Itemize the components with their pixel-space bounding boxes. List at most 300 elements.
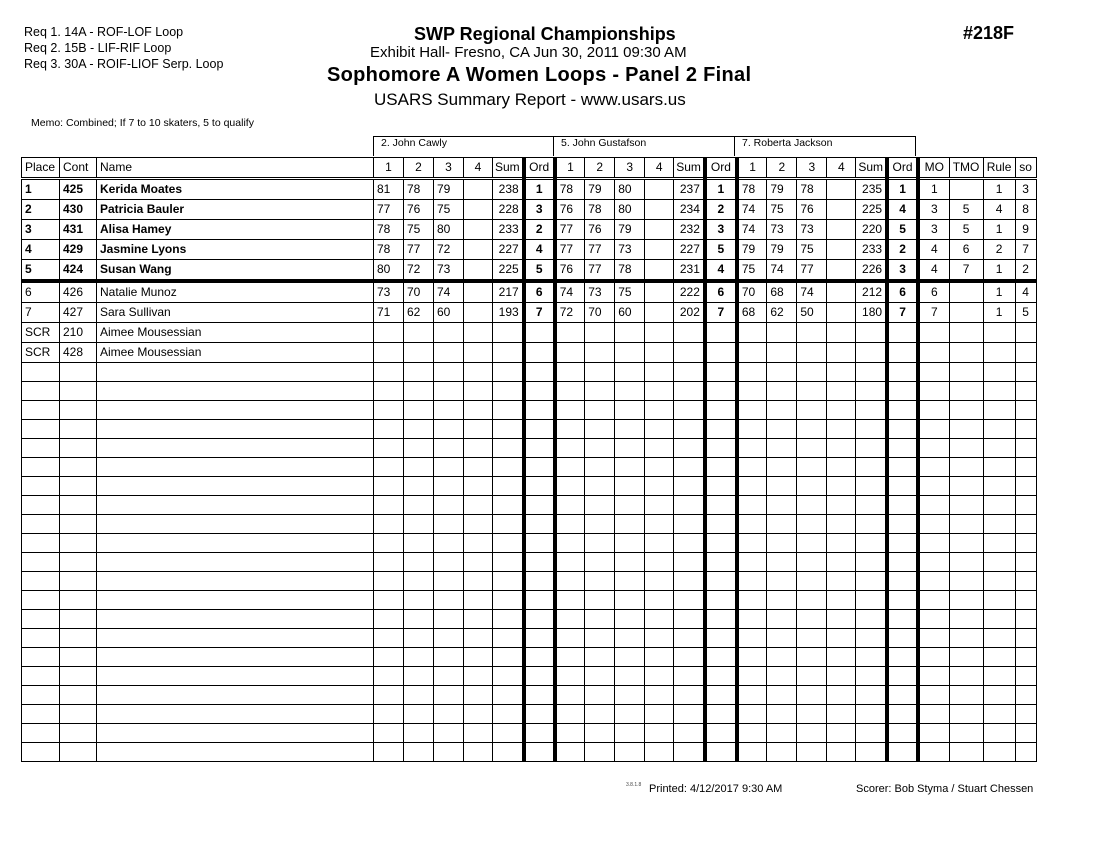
judge1-score-4-cell: [464, 220, 493, 240]
judge2-score-1-cell: 76: [555, 260, 585, 282]
empty-cell: [767, 553, 797, 572]
empty-cell: [705, 534, 737, 553]
judge3-score-2-cell: 68: [767, 281, 797, 303]
empty-cell: [585, 629, 615, 648]
empty-cell: [524, 705, 555, 724]
judge2-score-3-cell: 60: [615, 303, 645, 323]
empty-table-row: [22, 515, 1037, 534]
judge1-score-1-cell: 71: [374, 303, 404, 323]
empty-cell: [737, 496, 767, 515]
empty-cell: [22, 534, 60, 553]
empty-cell: [949, 496, 983, 515]
empty-cell: [404, 705, 434, 724]
empty-cell: [887, 743, 918, 762]
judge2-score-3-cell: 73: [615, 240, 645, 260]
so-cell: 7: [1015, 240, 1036, 260]
empty-cell: [797, 401, 827, 420]
empty-cell: [434, 743, 464, 762]
empty-cell: [493, 420, 524, 439]
empty-cell: [737, 553, 767, 572]
empty-cell: [374, 439, 404, 458]
empty-cell: [404, 572, 434, 591]
mo-cell: 1: [918, 179, 949, 200]
empty-cell: [374, 515, 404, 534]
mo-cell: [918, 323, 949, 343]
table-row: [22, 303, 1037, 323]
judge2-sum-cell: 237: [674, 179, 705, 200]
empty-cell: [767, 629, 797, 648]
empty-cell: [22, 420, 60, 439]
empty-cell: [22, 610, 60, 629]
judge2-score-1-cell: 76: [555, 200, 585, 220]
judge3-score-2-cell: 74: [767, 260, 797, 282]
empty-cell: [797, 572, 827, 591]
empty-cell: [464, 686, 493, 705]
empty-cell: [983, 724, 1015, 743]
judge3-score-3-cell: 75: [797, 240, 827, 260]
empty-cell: [585, 705, 615, 724]
empty-cell: [555, 724, 585, 743]
judge3-score-3-cell: 74: [797, 281, 827, 303]
rule-cell: 4: [983, 200, 1015, 220]
empty-cell: [493, 534, 524, 553]
empty-cell: [705, 515, 737, 534]
empty-cell: [60, 515, 97, 534]
empty-cell: [918, 629, 949, 648]
empty-cell: [524, 420, 555, 439]
empty-cell: [918, 496, 949, 515]
empty-cell: [949, 363, 983, 382]
judge2-score-2-cell: 70: [585, 303, 615, 323]
empty-cell: [404, 477, 434, 496]
rule-cell: 2: [983, 240, 1015, 260]
empty-cell: [737, 420, 767, 439]
empty-cell: [585, 648, 615, 667]
rule-cell: 1: [983, 303, 1015, 323]
empty-cell: [434, 382, 464, 401]
judge3-score-2-cell: 73: [767, 220, 797, 240]
empty-cell: [645, 534, 674, 553]
empty-cell: [524, 515, 555, 534]
empty-cell: [827, 439, 856, 458]
contestant-number-cell: 426: [60, 281, 97, 303]
empty-cell: [585, 724, 615, 743]
empty-cell: [493, 686, 524, 705]
judge1-sum-cell: 233: [493, 220, 524, 240]
empty-cell: [585, 743, 615, 762]
empty-cell: [797, 534, 827, 553]
empty-cell: [97, 458, 374, 477]
empty-cell: [404, 401, 434, 420]
empty-cell: [615, 401, 645, 420]
empty-cell: [615, 724, 645, 743]
empty-cell: [645, 382, 674, 401]
judge3-score-1-cell: 79: [737, 240, 767, 260]
empty-cell: [797, 553, 827, 572]
empty-cell: [1015, 610, 1036, 629]
empty-cell: [645, 553, 674, 572]
empty-table-row: [22, 591, 1037, 610]
judge2-score-4-cell: [645, 240, 674, 260]
empty-cell: [374, 534, 404, 553]
empty-cell: [949, 477, 983, 496]
empty-cell: [645, 496, 674, 515]
empty-table-row: [22, 667, 1037, 686]
judge1-score-2-cell: 62: [404, 303, 434, 323]
empty-cell: [983, 667, 1015, 686]
empty-cell: [97, 572, 374, 591]
so-cell: 5: [1015, 303, 1036, 323]
empty-cell: [1015, 515, 1036, 534]
empty-cell: [856, 401, 887, 420]
empty-cell: [767, 572, 797, 591]
empty-cell: [434, 667, 464, 686]
judge2-score-3-cell: 80: [615, 200, 645, 220]
empty-cell: [887, 610, 918, 629]
empty-cell: [983, 686, 1015, 705]
empty-cell: [434, 401, 464, 420]
empty-cell: [615, 363, 645, 382]
mo-cell: 4: [918, 260, 949, 282]
empty-cell: [674, 667, 705, 686]
empty-cell: [949, 553, 983, 572]
empty-cell: [797, 420, 827, 439]
judge3-score-2-cell: 79: [767, 240, 797, 260]
empty-cell: [645, 420, 674, 439]
empty-cell: [645, 724, 674, 743]
empty-table-row: [22, 458, 1037, 477]
empty-cell: [674, 572, 705, 591]
empty-cell: [674, 610, 705, 629]
empty-cell: [97, 648, 374, 667]
empty-cell: [615, 667, 645, 686]
empty-cell: [674, 401, 705, 420]
empty-cell: [615, 553, 645, 572]
empty-cell: [827, 686, 856, 705]
empty-cell: [555, 515, 585, 534]
empty-cell: [615, 743, 645, 762]
empty-cell: [615, 420, 645, 439]
empty-table-row: [22, 496, 1037, 515]
so-cell: 9: [1015, 220, 1036, 240]
judge3-ordinal-cell: 6: [887, 281, 918, 303]
empty-cell: [827, 553, 856, 572]
judge1-ordinal-cell: 1: [524, 179, 555, 200]
empty-cell: [434, 553, 464, 572]
empty-cell: [374, 382, 404, 401]
empty-cell: [827, 420, 856, 439]
col-header-j2-sum: Sum: [674, 158, 705, 179]
judge1-score-2-cell: [404, 343, 434, 363]
empty-cell: [674, 553, 705, 572]
empty-cell: [524, 724, 555, 743]
empty-cell: [493, 705, 524, 724]
empty-cell: [1015, 667, 1036, 686]
empty-cell: [22, 515, 60, 534]
empty-cell: [464, 534, 493, 553]
empty-cell: [22, 572, 60, 591]
skater-name-cell: Aimee Mousessian: [97, 343, 374, 363]
skater-name-cell: Kerida Moates: [97, 179, 374, 200]
empty-cell: [887, 724, 918, 743]
empty-cell: [555, 648, 585, 667]
judge1-ordinal-cell: [524, 323, 555, 343]
judge3-score-4-cell: [827, 240, 856, 260]
empty-cell: [767, 534, 797, 553]
empty-cell: [705, 572, 737, 591]
empty-cell: [918, 724, 949, 743]
empty-cell: [983, 382, 1015, 401]
empty-cell: [983, 553, 1015, 572]
judge1-sum-cell: 193: [493, 303, 524, 323]
empty-cell: [918, 705, 949, 724]
contestant-number-cell: 427: [60, 303, 97, 323]
judge1-sum-cell: 227: [493, 240, 524, 260]
empty-cell: [585, 496, 615, 515]
judge1-score-4-cell: [464, 281, 493, 303]
judge2-score-2-cell: 78: [585, 200, 615, 220]
empty-cell: [949, 420, 983, 439]
empty-cell: [797, 629, 827, 648]
empty-cell: [645, 610, 674, 629]
empty-cell: [983, 610, 1015, 629]
empty-cell: [949, 382, 983, 401]
empty-cell: [918, 439, 949, 458]
empty-cell: [797, 439, 827, 458]
empty-cell: [856, 667, 887, 686]
empty-cell: [918, 572, 949, 591]
results-table: [21, 157, 1037, 762]
empty-cell: [887, 686, 918, 705]
rule-cell: [983, 343, 1015, 363]
empty-cell: [705, 591, 737, 610]
judge3-sum-cell: 226: [856, 260, 887, 282]
empty-cell: [22, 401, 60, 420]
empty-cell: [555, 496, 585, 515]
judge3-score-4-cell: [827, 323, 856, 343]
table-row: [22, 240, 1037, 260]
empty-cell: [767, 477, 797, 496]
empty-cell: [493, 477, 524, 496]
empty-cell: [464, 363, 493, 382]
empty-cell: [767, 401, 797, 420]
empty-cell: [918, 515, 949, 534]
empty-cell: [97, 496, 374, 515]
empty-cell: [464, 724, 493, 743]
empty-cell: [645, 401, 674, 420]
empty-cell: [674, 382, 705, 401]
empty-cell: [97, 610, 374, 629]
empty-cell: [856, 686, 887, 705]
empty-cell: [737, 610, 767, 629]
judge2-score-4-cell: [645, 281, 674, 303]
place-cell: 3: [22, 220, 60, 240]
empty-cell: [674, 363, 705, 382]
judge1-score-2-cell: 78: [404, 179, 434, 200]
empty-cell: [856, 515, 887, 534]
judge3-score-4-cell: [827, 343, 856, 363]
empty-cell: [645, 743, 674, 762]
empty-cell: [493, 667, 524, 686]
empty-cell: [374, 401, 404, 420]
judge1-score-3-cell: 60: [434, 303, 464, 323]
judge3-score-1-cell: 75: [737, 260, 767, 282]
judge2-score-1-cell: 78: [555, 179, 585, 200]
judge1-sum-cell: 217: [493, 281, 524, 303]
empty-cell: [585, 610, 615, 629]
empty-cell: [464, 458, 493, 477]
judge2-ordinal-cell: 1: [705, 179, 737, 200]
empty-cell: [983, 572, 1015, 591]
empty-cell: [615, 382, 645, 401]
empty-cell: [22, 382, 60, 401]
empty-cell: [493, 363, 524, 382]
empty-cell: [615, 705, 645, 724]
empty-table-row: [22, 724, 1037, 743]
empty-cell: [887, 401, 918, 420]
empty-cell: [918, 553, 949, 572]
empty-cell: [1015, 629, 1036, 648]
empty-cell: [97, 667, 374, 686]
judge-header-2: 5. John Gustafson: [553, 136, 735, 156]
judge3-score-2-cell: [767, 343, 797, 363]
judge2-sum-cell: [674, 343, 705, 363]
judge1-ordinal-cell: 3: [524, 200, 555, 220]
judge1-score-3-cell: 72: [434, 240, 464, 260]
judge2-score-1-cell: [555, 323, 585, 343]
empty-table-row: [22, 572, 1037, 591]
empty-cell: [983, 534, 1015, 553]
col-header-cont: Cont: [60, 158, 97, 179]
so-cell: [1015, 343, 1036, 363]
empty-cell: [856, 553, 887, 572]
empty-cell: [856, 724, 887, 743]
judge3-sum-cell: 225: [856, 200, 887, 220]
empty-cell: [918, 382, 949, 401]
empty-cell: [434, 705, 464, 724]
empty-cell: [645, 629, 674, 648]
empty-cell: [645, 686, 674, 705]
judge3-score-1-cell: 74: [737, 200, 767, 220]
empty-cell: [827, 743, 856, 762]
empty-cell: [737, 629, 767, 648]
empty-cell: [1015, 724, 1036, 743]
contestant-number-cell: 429: [60, 240, 97, 260]
table-row: [22, 260, 1037, 282]
empty-cell: [856, 420, 887, 439]
judge3-score-2-cell: 62: [767, 303, 797, 323]
empty-cell: [97, 515, 374, 534]
empty-cell: [22, 458, 60, 477]
empty-cell: [983, 420, 1015, 439]
empty-cell: [97, 534, 374, 553]
judge3-score-1-cell: 68: [737, 303, 767, 323]
judge1-score-2-cell: [404, 323, 434, 343]
empty-cell: [949, 534, 983, 553]
empty-cell: [827, 705, 856, 724]
empty-cell: [374, 591, 404, 610]
empty-cell: [737, 705, 767, 724]
empty-cell: [705, 705, 737, 724]
judge2-sum-cell: 231: [674, 260, 705, 282]
judge1-score-4-cell: [464, 260, 493, 282]
empty-cell: [856, 648, 887, 667]
empty-cell: [827, 458, 856, 477]
empty-cell: [22, 629, 60, 648]
empty-cell: [797, 382, 827, 401]
empty-cell: [705, 496, 737, 515]
empty-cell: [918, 420, 949, 439]
empty-cell: [887, 667, 918, 686]
empty-cell: [374, 477, 404, 496]
empty-table-row: [22, 705, 1037, 724]
empty-cell: [856, 439, 887, 458]
report-title: USARS Summary Report - www.usars.us: [374, 90, 686, 109]
empty-cell: [22, 686, 60, 705]
empty-cell: [374, 705, 404, 724]
empty-cell: [949, 686, 983, 705]
col-header-j1-1: 1: [374, 158, 404, 179]
skater-name-cell: Alisa Hamey: [97, 220, 374, 240]
empty-cell: [524, 572, 555, 591]
empty-cell: [983, 401, 1015, 420]
empty-cell: [434, 420, 464, 439]
judge2-sum-cell: [674, 323, 705, 343]
empty-cell: [674, 705, 705, 724]
empty-cell: [60, 572, 97, 591]
empty-cell: [404, 382, 434, 401]
empty-cell: [674, 629, 705, 648]
empty-cell: [918, 458, 949, 477]
empty-cell: [434, 648, 464, 667]
empty-cell: [705, 477, 737, 496]
tmo-cell: [949, 323, 983, 343]
empty-cell: [404, 553, 434, 572]
empty-cell: [555, 572, 585, 591]
empty-cell: [524, 686, 555, 705]
judge2-score-3-cell: 80: [615, 179, 645, 200]
empty-cell: [404, 667, 434, 686]
judge3-score-1-cell: [737, 323, 767, 343]
empty-cell: [97, 401, 374, 420]
empty-cell: [404, 629, 434, 648]
printed-timestamp: Printed: 4/12/2017 9:30 AM: [649, 783, 783, 795]
empty-cell: [767, 458, 797, 477]
empty-cell: [827, 496, 856, 515]
empty-cell: [1015, 743, 1036, 762]
empty-table-row: [22, 648, 1037, 667]
empty-cell: [374, 363, 404, 382]
empty-cell: [555, 477, 585, 496]
judge2-score-2-cell: 76: [585, 220, 615, 240]
empty-cell: [493, 610, 524, 629]
judge3-ordinal-cell: 7: [887, 303, 918, 323]
empty-cell: [22, 496, 60, 515]
contestant-number-cell: 430: [60, 200, 97, 220]
event-number: #218F: [963, 23, 1015, 43]
empty-cell: [983, 439, 1015, 458]
empty-cell: [983, 477, 1015, 496]
empty-cell: [674, 458, 705, 477]
judge2-score-2-cell: [585, 343, 615, 363]
empty-table-row: [22, 534, 1037, 553]
empty-cell: [524, 477, 555, 496]
judge2-sum-cell: 232: [674, 220, 705, 240]
tmo-cell: [949, 281, 983, 303]
judge2-sum-cell: 234: [674, 200, 705, 220]
empty-cell: [555, 420, 585, 439]
empty-table-row: [22, 686, 1037, 705]
